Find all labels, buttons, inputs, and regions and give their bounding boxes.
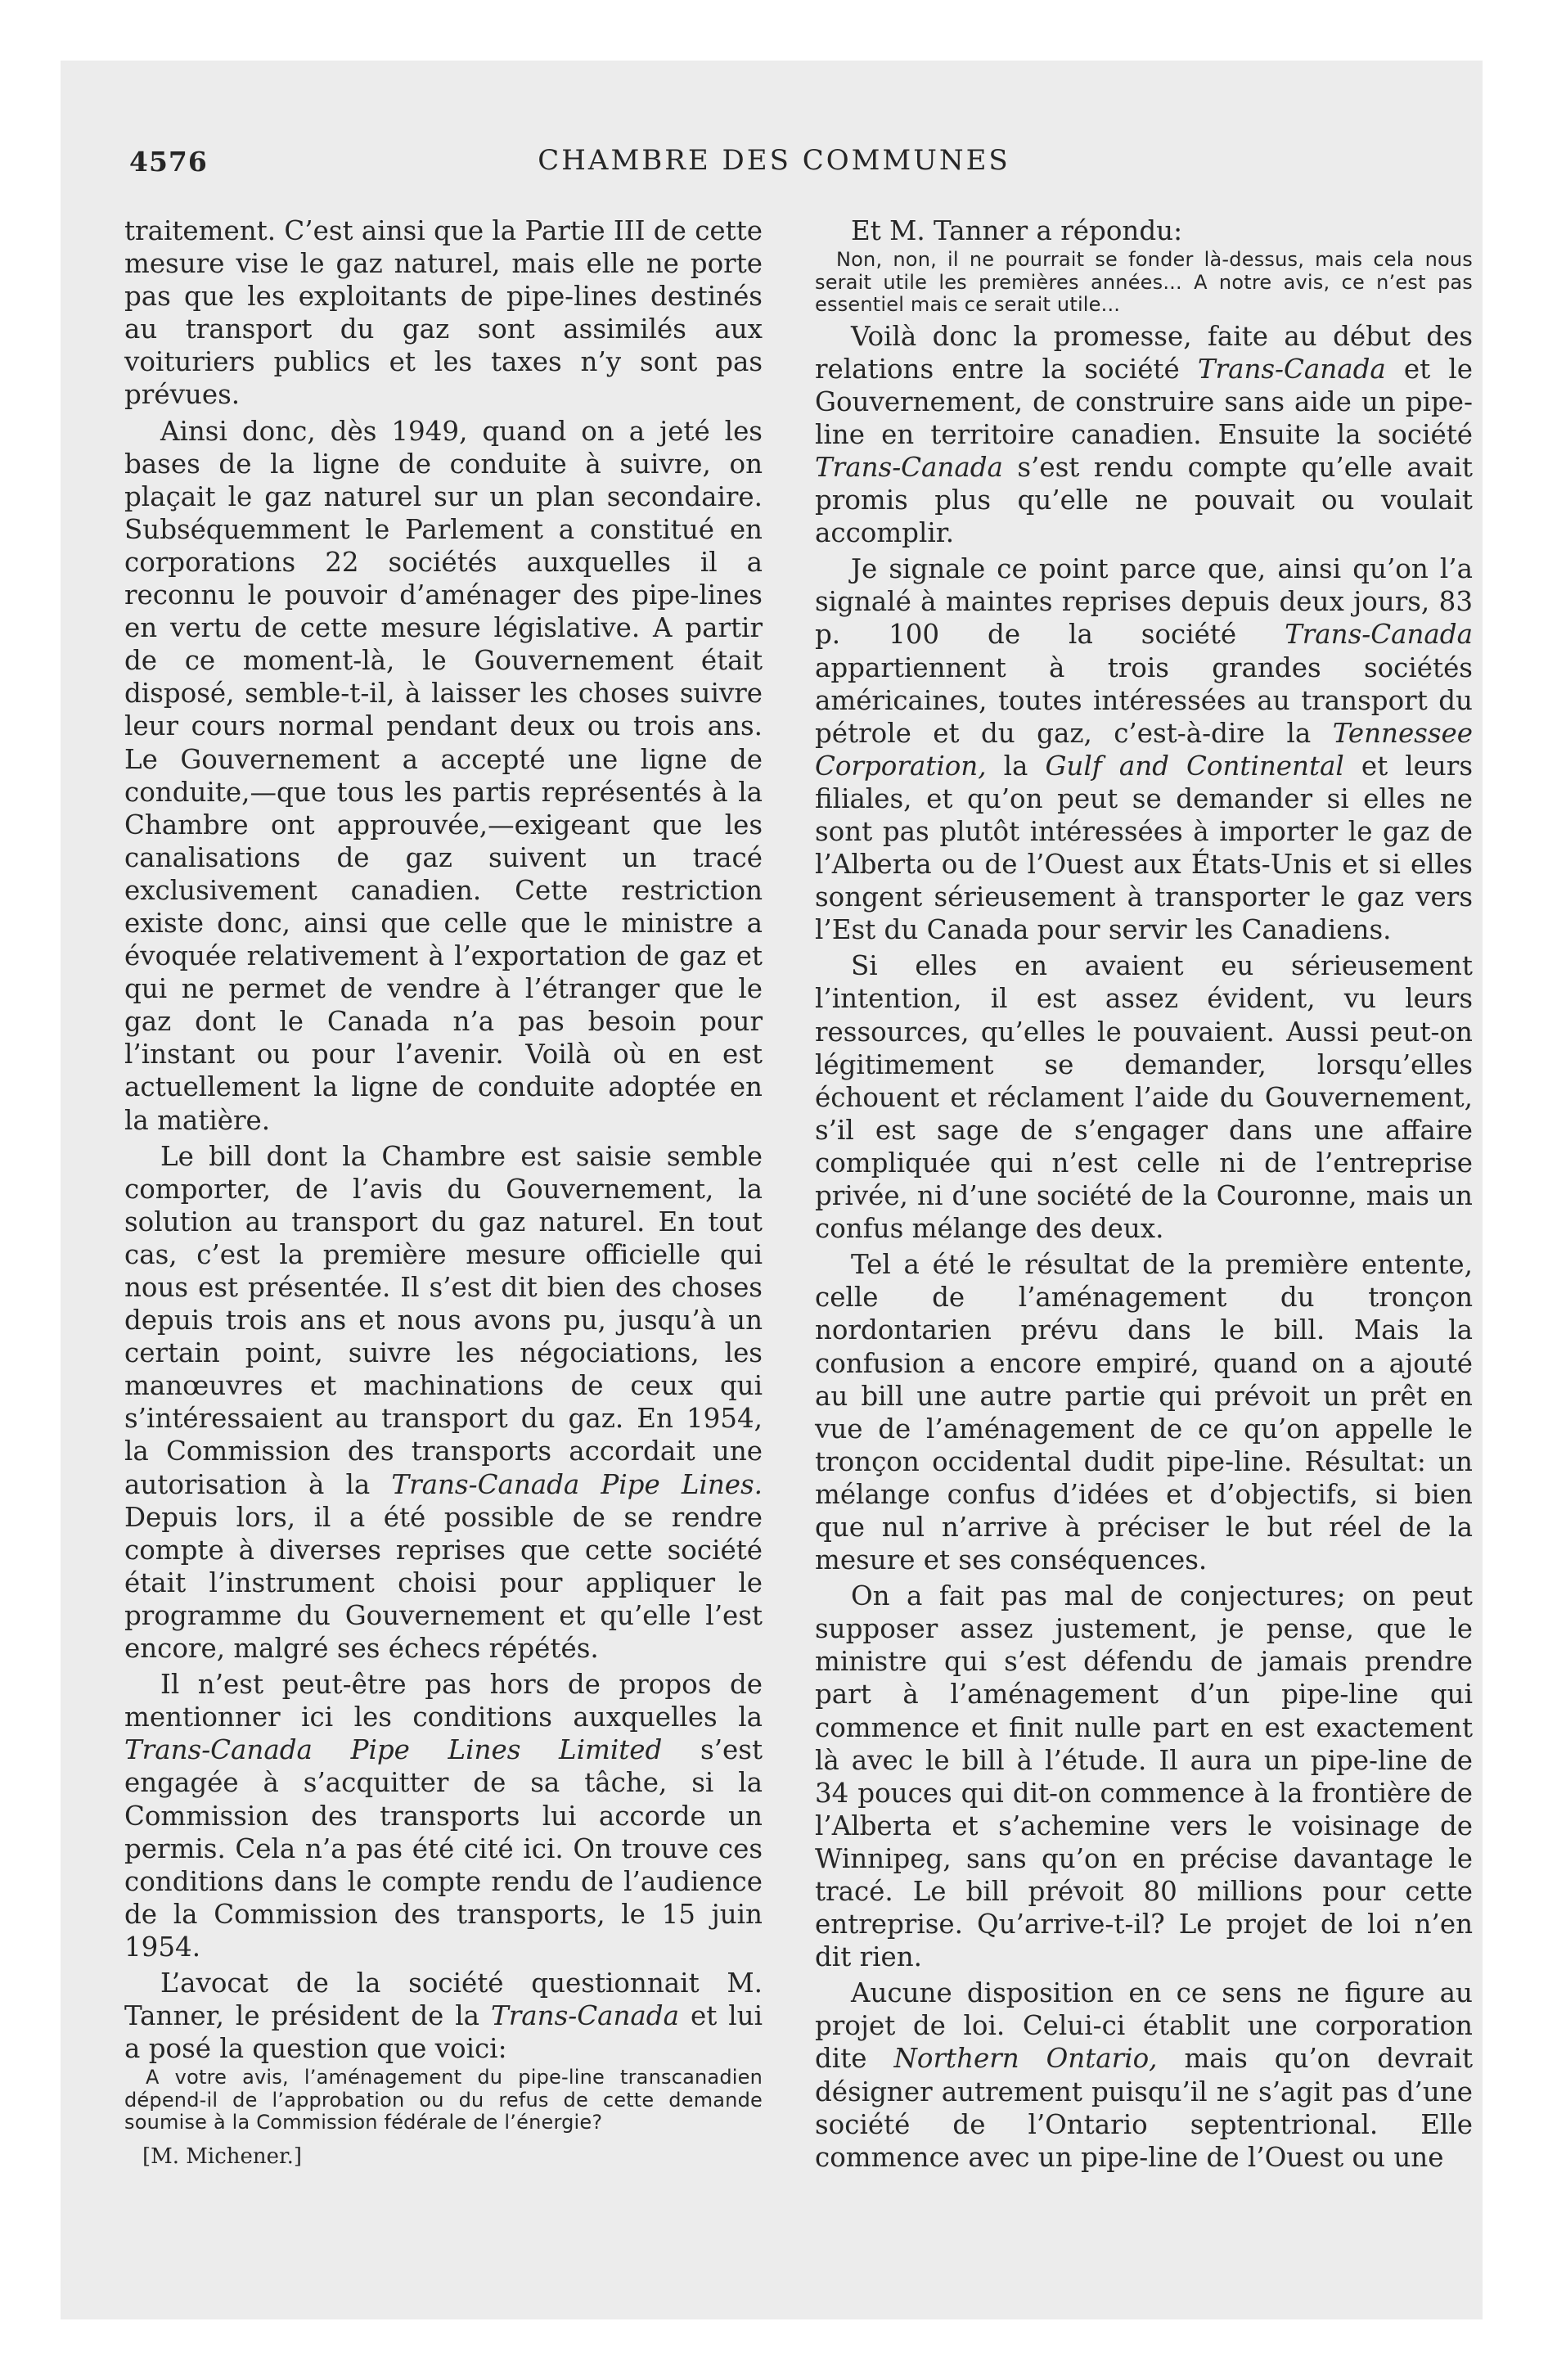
italic-text: Trans-Canada Pipe Lines Limited: [124, 1734, 663, 1766]
paragraph: [124, 1140, 763, 1666]
paragraph: [815, 1977, 1473, 2174]
text-run: Je signale ce point parce que, ainsi qu’on l’a signalé à maintes reprises depuis deux jours, 83 p. 100 de la société: [815, 553, 1473, 651]
paragraph: Ainsi donc, dès 1949, quand on a jeté les bases de la ligne de conduite à suivre, on plaçait le gaz naturel sur un plan secondaire. Subséquemment le Parlement a constitué en corporations 22 sociétés auxquelles il a reconnu le pouvoir d’aménager des pipe-lines en vertu de cette mesure législative. A partir de ce moment-là, le Gouvernement était disposé, semble-t-il, à laisser les choses suivre leur cours normal pendant deux ou trois ans. Le Gouvernement a accepté une ligne de conduite,—que tous les partis représentés à la Chambre ont approuvée,—exigeant que les canalisations de gaz suivent un tracé exclusivement canadien. Cette restriction existe donc, ainsi que celle que le ministre a évoquée relativement à l’exportation de gaz et qui ne permet de vendre à l’étranger que le gaz dont le Canada n’a pas besoin pour l’instant ou pour l’avenir. Voilà où en est actuellement la ligne de conduite adoptée en la matière.: [124, 415, 763, 1136]
italic-text: Gulf and Continental: [1045, 750, 1344, 782]
text-run: Voilà donc la promesse, faite au début des relations entre la société: [815, 320, 1473, 385]
speaker-attribution: [M. Michener.]: [142, 2143, 303, 2169]
text-run: L’avocat de la société questionnait M. Tanner, le président de la: [124, 1967, 763, 2032]
text-run: et le Gouvernement, de construire sans aide un pipe-line en territoire canadien. Ensuite la société: [815, 353, 1473, 450]
paragraph: Et M. Tanner a répondu:: [851, 215, 1183, 246]
paragraph: [815, 320, 1473, 550]
text-run: mais qu’on devrait désigner autrement puisqu’il ne s’agit pas d’une société de l’Ontario septentrional. Elle commence avec un pipe-line de l’Ouest ou une: [815, 2043, 1474, 2173]
right-column: [815, 214, 1473, 2174]
italic-text: Tennessee Corporation,: [815, 717, 1473, 782]
left-column: [124, 214, 763, 2169]
block-quote: Non, non, il ne pourrait se fonder là-dessus, mais cela nous serait utile les premières années... A notre avis, ce n’est pas essentiel mais ce serait utile...: [815, 248, 1473, 317]
text-run: Il n’est peut-être pas hors de propos de mentionner ici les conditions auxquelles la: [124, 1669, 763, 1733]
text-run: et leurs filiales, et qu’on peut se demander si elles ne sont pas plutôt intéressées à importer le gaz de l’Alberta ou de l’Ouest aux États-Unis et si elles songent sérieusement à transporter le gaz vers l’Est du Canada pour servir les Canadiens.: [815, 750, 1474, 946]
paragraph: [815, 552, 1473, 946]
text-run: la: [986, 750, 1046, 782]
text-run: Le bill dont la Chambre est saisie semble comporter, de l’avis du Gouvernement, la solution au transport du gaz naturel. En tout cas, c’est la première mesure officielle qui nous est présentée. Il s’est dit bien des choses depuis trois ans et nous avons pu, jusqu’à un certain point, suivre les négociations, les manœuvres et machinations de ceux qui s’intéressaient au transport du gaz. En 1954, la Commission des transports accordait une autorisation à la: [124, 1140, 763, 1500]
paragraph: [124, 1668, 763, 1963]
text-run: Depuis lors, il a été possible de se rendre compte à diverses reprises que cette société était l’instrument choisi pour appliquer le programme du Gouvernement et qu’elle l’est encore, malgré ses échecs répétés.: [124, 1501, 763, 1665]
block-quote: A votre avis, l’aménagement du pipe-line transcanadien dépend-il de l’approbation ou du refus de cette demande soumise à la Commission fédérale de l’énergie?: [124, 2066, 763, 2134]
italic-text: Trans-Canada: [815, 451, 1003, 483]
paragraph: [124, 1967, 763, 2065]
text-run: Aucune disposition en ce sens ne figure au projet de loi. Celui-ci établit une corporation dite: [815, 1977, 1473, 2075]
italic-text: Trans-Canada Pipe Lines.: [391, 1468, 763, 1500]
running-title: CHAMBRE DES COMMUNES: [538, 144, 1010, 177]
text-run: et lui a posé la question que voici:: [124, 2000, 763, 2065]
paragraph: Si elles en avaient eu sérieusement l’intention, il est assez évident, vu leurs ressources, qu’elles le pouvaient. Aussi peut-on légitimement se demander, lorsqu’elles échouent et réclament l’aide du Gouvernement, s’il est sage de s’engager dans une affaire compliquée qui n’est celle ni de l’entreprise privée, ni d’une société de la Couronne, mais un confus mélange des deux.: [815, 950, 1473, 1245]
paragraph: traitement. C’est ainsi que la Partie III de cette mesure vise le gaz naturel, mais elle ne porte pas que les exploitants de pipe-lines destinés au transport du gaz sont assimilés aux voituriers publics et les taxes n’y sont pas prévues.: [124, 215, 763, 411]
italic-text: Trans-Canada: [1285, 619, 1473, 651]
italic-text: Trans-Canada: [491, 2000, 679, 2032]
text-run: s’est rendu compte qu’elle avait promis plus qu’elle ne pouvait ou voulait accomplir.: [815, 451, 1473, 549]
paragraph: Tel a été le résultat de la première entente, celle de l’aménagement du tronçon nordontarien prévu dans le bill. Mais la confusion a encore empiré, quand on a ajouté au bill une autre partie qui prévoit un prêt en vue de l’aménagement de ce qu’on appelle le tronçon occidental dudit pipe-line. Résultat: un mélange confus d’idées et d’objectifs, si bien que nul n’arrive à préciser le but réel de la mesure et ses conséquences.: [815, 1249, 1473, 1576]
italic-text: Northern Ontario,: [893, 2043, 1158, 2075]
text-run: s’est engagée à s’acquitter de sa tâche, si la Commission des transports lui accorde un permis. Cela n’a pas été cité ici. On trouve ces conditions dans le compte rendu de l’audience de la Commission des transports, le 15 juin 1954.: [124, 1734, 763, 1963]
italic-text: Trans-Canada: [1197, 353, 1386, 385]
page-number: 4576: [129, 146, 208, 178]
paragraph: On a fait pas mal de conjectures; on peut supposer assez justement, je pense, que le ministre qui s’est défendu de jamais prendre part à l’aménagement d’un pipe-line qui commence et finit nulle part en est exactement là avec le bill à l’étude. Il aura un pipe-line de 34 pouces qui dit-on commence à la frontière de l’Alberta et s’achemine vers le voisinage de Winnipeg, sans qu’on en précise davantage le tracé. Le bill prévoit 80 millions pour cette entreprise. Qu’arrive-t-il? Le projet de loi n’en dit rien.: [815, 1580, 1473, 1973]
text-run: appartiennent à trois grandes sociétés américaines, toutes intéressées au transport du pétrole et du gaz, c’est-à-dire la: [815, 651, 1473, 749]
